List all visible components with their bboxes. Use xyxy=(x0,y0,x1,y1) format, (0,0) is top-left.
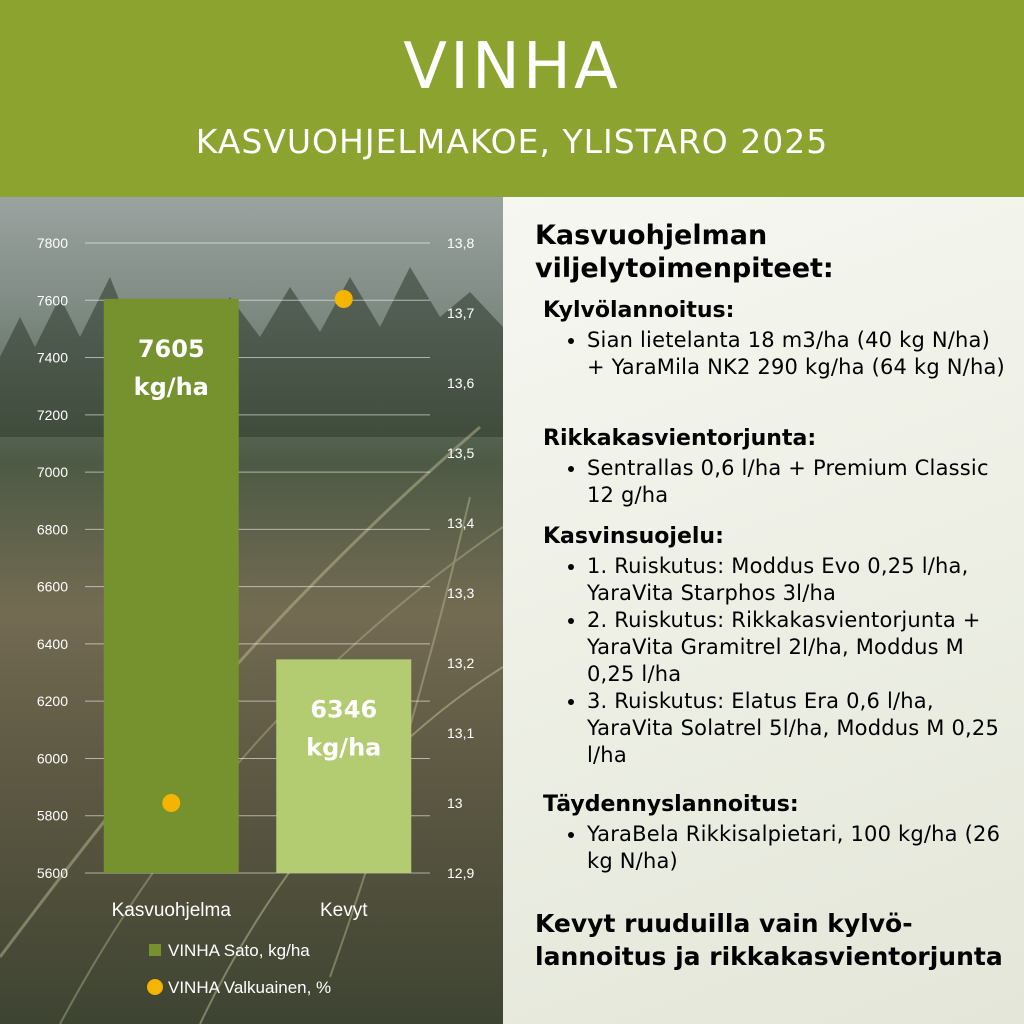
bar-value-label: 6346 xyxy=(310,695,378,724)
list-item: • YaraBela Rikkisalpietari, 100 kg/ha (26 kg N/ha) xyxy=(587,821,1013,875)
chart-panel xyxy=(0,197,503,1024)
y-tick-label-right: 13,8 xyxy=(447,235,475,251)
group-title: Kasvinsuojelu: xyxy=(543,524,724,549)
list-item: • 3. Ruiskutus: Elatus Era 0,6 l/ha, YaraVita Solatrel 5l/ha, Moddus M 0,25 l/ha xyxy=(587,688,1013,769)
y-tick-label-left: 6400 xyxy=(36,635,68,652)
legend-label-point: VINHA Valkuainen, % xyxy=(168,978,332,997)
header-banner xyxy=(0,0,1024,197)
info-heading: Kasvuohjelman viljelytoimenpiteet: xyxy=(535,220,834,284)
y-tick-label-left: 6200 xyxy=(36,693,68,710)
y-tick-label-left: 6000 xyxy=(36,750,68,767)
item-list xyxy=(543,455,1013,509)
y-tick-label-left: 6800 xyxy=(36,521,68,538)
group-title: Kylvölannoitus: xyxy=(543,298,735,323)
legend-point-swatch xyxy=(147,979,163,995)
item-list xyxy=(543,553,1013,769)
legend-label-bar: VINHA Sato, kg/ha xyxy=(168,941,310,960)
protein-point xyxy=(162,794,180,812)
y-tick-label-right: 12,9 xyxy=(447,865,475,881)
legend-bar-swatch xyxy=(149,944,161,956)
bar-value-label: kg/ha xyxy=(133,372,209,401)
x-category-label: Kevyt xyxy=(319,900,368,921)
group-title: Täydennyslannoitus: xyxy=(543,792,799,817)
item-list xyxy=(543,327,1013,381)
y-tick-label-right: 13,4 xyxy=(447,515,475,531)
y-tick-label-left: 7600 xyxy=(36,292,68,309)
barley-decoration xyxy=(0,427,503,1024)
y-tick-label-left: 5800 xyxy=(36,807,68,824)
y-tick-label-right: 13,7 xyxy=(447,305,475,321)
y-tick-label-left: 7200 xyxy=(36,406,68,423)
group-rikkakasvientorjunta xyxy=(543,425,1013,509)
y-tick-label-right: 13,6 xyxy=(447,375,475,391)
group-kylvolannoitus xyxy=(543,297,1013,381)
item-list xyxy=(543,821,1013,875)
list-item: • Sian lietelanta 18 m3/ha (40 kg N/ha) + YaraMila NK2 290 kg/ha (64 kg N/ha) xyxy=(587,327,1013,381)
group-taydennyslannoitus xyxy=(543,791,1013,875)
y-tick-label-right: 13,3 xyxy=(447,585,475,601)
bar-value-label: kg/ha xyxy=(306,733,382,762)
y-tick-label-right: 13,1 xyxy=(447,725,475,741)
protein-point xyxy=(335,290,353,308)
y-tick-label-left: 7800 xyxy=(36,235,68,251)
y-tick-label-left: 6600 xyxy=(36,578,68,595)
page-subtitle: KASVUOHJELMAKOE, YLISTARO 2025 xyxy=(195,122,829,161)
y-tick-label-right: 13 xyxy=(447,795,463,811)
bar-chart xyxy=(0,197,503,1024)
bar-value-label: 7605 xyxy=(137,334,205,363)
x-category-label: Kasvuohjelma xyxy=(111,900,231,921)
list-item: • Sentrallas 0,6 l/ha + Premium Classic 12 g/ha xyxy=(587,455,1013,509)
info-panel xyxy=(503,197,1024,1024)
y-tick-label-left: 5600 xyxy=(36,865,68,881)
y-tick-label-left: 7000 xyxy=(36,464,68,481)
list-item: • 2. Ruiskutus: Rikkakasvientorjunta + YaraVita Gramitrel 2l/ha, Moddus M 0,25 l/ha xyxy=(587,607,1013,688)
y-tick-label-right: 13,5 xyxy=(447,445,475,461)
y-tick-label-right: 13,2 xyxy=(447,655,475,671)
list-item: • 1. Ruiskutus: Moddus Evo 0,25 l/ha, YaraVita Starphos 3l/ha xyxy=(587,553,1013,607)
group-title: Rikkakasvientorjunta: xyxy=(543,426,817,451)
y-tick-label-left: 7400 xyxy=(36,349,68,366)
bar xyxy=(276,659,411,873)
note-text: Kevyt ruuduilla vain kylvö-lannoitus ja rikkakasvientorjunta xyxy=(535,909,1003,971)
page-title: VINHA xyxy=(403,30,621,104)
group-kasvinsuojelu xyxy=(543,523,1013,769)
